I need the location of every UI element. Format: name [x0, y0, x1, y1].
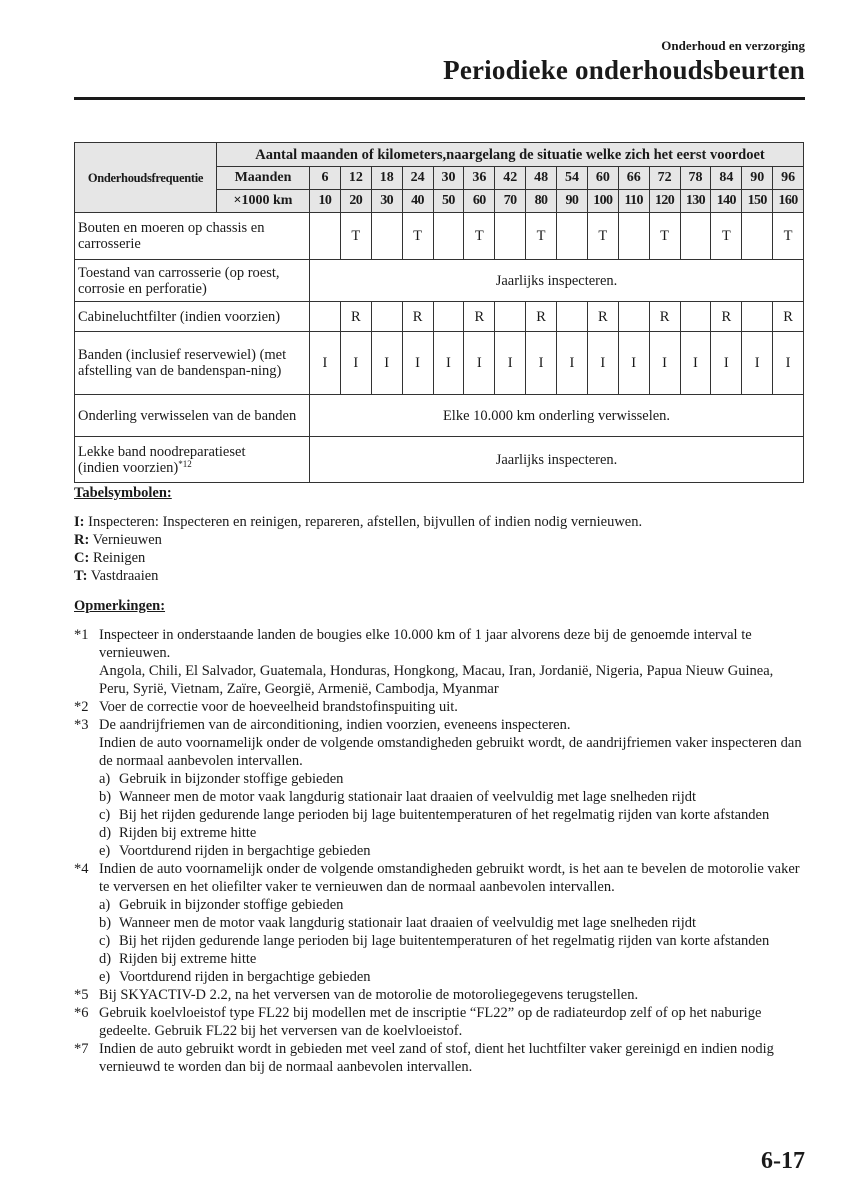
schedule-cell	[371, 302, 402, 332]
subitem-letter: c)	[99, 807, 111, 823]
schedule-cell: I	[495, 332, 526, 395]
remarks-heading: Opmerkingen:	[74, 598, 166, 614]
row-span-note: Jaarlijks inspecteren.	[310, 260, 804, 302]
schedule-cell: R	[464, 302, 495, 332]
km-col-50: 50	[433, 190, 464, 213]
notes-area	[74, 484, 804, 1076]
schedule-cell: R	[711, 302, 742, 332]
remark-text: Angola, Chili, El Salvador, Guatemala, Honduras, Hongkong, Macau, Iran, Jordanië, Nigeria, Papua Nieuw Guinea, Peru, Syrië, Vietnam, Zaïre, Georgië, Armenië, Cambodja, Myanmar	[99, 663, 774, 697]
remark-item	[74, 716, 804, 860]
month-col-72: 72	[649, 167, 680, 190]
remark-subitem	[99, 842, 804, 860]
symbol-key: T:	[74, 568, 88, 584]
row-label: Banden (inclusief reservewiel) (met afstelling van de bandenspan-ning)	[75, 332, 310, 395]
subitem-letter: b)	[99, 915, 112, 931]
km-col-120: 120	[649, 190, 680, 213]
header-rule	[74, 97, 805, 100]
remark-subitem	[99, 788, 804, 806]
remark-subitem	[99, 968, 804, 986]
table-row	[75, 260, 804, 302]
km-col-140: 140	[711, 190, 742, 213]
symbol-text: Vernieuwen	[89, 532, 162, 548]
row-label-line2: (indien voorzien)	[78, 459, 179, 476]
subitem-letter: b)	[99, 789, 112, 805]
table-row	[75, 395, 804, 437]
km-col-10: 10	[310, 190, 341, 213]
symbol-text: Inspecteren: Inspecteren en reinigen, repareren, afstellen, bijvullen of indien nodig vernieuwen.	[84, 514, 643, 530]
subitem-text: Voortdurend rijden in bergachtige gebieden	[119, 843, 371, 859]
remark-mark: *3	[74, 717, 89, 733]
subitem-text: Gebruik in bijzonder stoffige gebieden	[119, 771, 344, 787]
symbols-heading: Tabelsymbolen:	[74, 485, 172, 501]
schedule-cell	[618, 302, 649, 332]
row-label: Bouten en moeren op chassis en carrosserie	[75, 213, 310, 260]
schedule-cell	[371, 213, 402, 260]
schedule-cell: I	[773, 332, 804, 395]
subitem-letter: a)	[99, 897, 111, 913]
frequency-label: Onderhoudsfrequentie	[75, 143, 217, 213]
km-col-20: 20	[340, 190, 371, 213]
schedule-cell: I	[680, 332, 711, 395]
row-label	[75, 437, 310, 483]
schedule-cell: R	[402, 302, 433, 332]
page-title: Periodieke onderhoudsbeurten	[443, 55, 805, 85]
remark-subitem	[99, 770, 804, 788]
interval-header: Aantal maanden of kilometers,naargelang de situatie welke zich het eerst voordoet	[217, 143, 804, 167]
subitem-text: Rijden bij extreme hitte	[119, 951, 257, 967]
row-label-line1: Lekke band noodreparatieset	[78, 443, 246, 460]
schedule-cell: I	[742, 332, 773, 395]
schedule-cell	[433, 302, 464, 332]
km-label: ×1000 km	[217, 190, 310, 213]
schedule-cell: I	[649, 332, 680, 395]
schedule-cell: I	[618, 332, 649, 395]
schedule-cell: T	[711, 213, 742, 260]
remark-item	[74, 626, 804, 698]
remark-subitem	[99, 950, 804, 968]
schedule-cell: I	[402, 332, 433, 395]
table-row	[75, 213, 804, 260]
maintenance-schedule-table	[74, 142, 804, 483]
remark-mark: *4	[74, 861, 89, 877]
remark-text: Indien de auto gebruikt wordt in gebieden met veel zand of stof, dient het luchtfilter vaker gereinigd en indien nodig vernieuwd te worden dan bij de normaal aanbevolen intervallen.	[99, 1041, 774, 1075]
page-number: 6-17	[761, 1148, 805, 1174]
symbol-item	[74, 567, 804, 585]
months-label: Maanden	[217, 167, 310, 190]
month-col-96: 96	[773, 167, 804, 190]
schedule-cell: R	[649, 302, 680, 332]
row-label: Cabineluchtfilter (indien voorzien)	[75, 302, 310, 332]
subitem-text: Rijden bij extreme hitte	[119, 825, 257, 841]
schedule-cell	[742, 213, 773, 260]
schedule-cell: I	[433, 332, 464, 395]
schedule-cell: R	[587, 302, 618, 332]
symbol-key: I:	[74, 514, 85, 530]
schedule-cell: I	[711, 332, 742, 395]
month-col-84: 84	[711, 167, 742, 190]
subitem-letter: d)	[99, 825, 112, 841]
km-col-90: 90	[557, 190, 588, 213]
table-row	[75, 332, 804, 395]
schedule-cell	[742, 302, 773, 332]
remark-mark: *2	[74, 699, 89, 715]
month-col-24: 24	[402, 167, 433, 190]
remark-text: Indien de auto voornamelijk onder de volgende omstandigheden gebruikt wordt, de aandrijfriemen vaker inspecteren dan de normaal aanbevolen intervallen.	[99, 735, 802, 769]
remark-mark: *6	[74, 1005, 89, 1021]
schedule-cell: T	[773, 213, 804, 260]
remark-mark: *5	[74, 987, 89, 1003]
row-span-note: Elke 10.000 km onderling verwisselen.	[310, 395, 804, 437]
schedule-cell	[680, 302, 711, 332]
month-col-78: 78	[680, 167, 711, 190]
subitem-letter: e)	[99, 969, 111, 985]
schedule-cell	[557, 302, 588, 332]
schedule-cell: T	[526, 213, 557, 260]
subitem-text: Wanneer men de motor vaak langdurig stationair laat draaien of veelvuldig met lage snelheden rijdt	[119, 789, 697, 805]
schedule-cell: I	[464, 332, 495, 395]
schedule-cell: R	[773, 302, 804, 332]
symbol-key: C:	[74, 550, 90, 566]
remark-text: Inspecteer in onderstaande landen de bougies elke 10.000 km of 1 jaar alvorens deze bij de genoemde interval te vernieuwen.	[99, 627, 752, 661]
month-col-90: 90	[742, 167, 773, 190]
schedule-cell: I	[310, 332, 341, 395]
subitem-letter: a)	[99, 771, 111, 787]
schedule-cell	[495, 302, 526, 332]
subitem-text: Bij het rijden gedurende lange perioden bij lage buitentemperaturen of het regelmatig rijden van korte afstanden	[119, 807, 770, 823]
remark-text: Bij SKYACTIV-D 2.2, na het verversen van de motorolie de motoroliegegevens terugstellen.	[99, 987, 639, 1003]
symbol-item	[74, 549, 804, 567]
subitem-letter: c)	[99, 933, 111, 949]
month-col-54: 54	[557, 167, 588, 190]
schedule-cell: R	[340, 302, 371, 332]
row-label: Onderling verwisselen van de banden	[75, 395, 310, 437]
month-col-18: 18	[371, 167, 402, 190]
subitem-text: Wanneer men de motor vaak langdurig stationair laat draaien of veelvuldig met lage snelheden rijdt	[119, 915, 697, 931]
remark-subitem	[99, 896, 804, 914]
table-row	[75, 302, 804, 332]
subitem-text: Voortdurend rijden in bergachtige gebieden	[119, 969, 371, 985]
remark-text: Gebruik koelvloeistof type FL22 bij modellen met de inscriptie “FL22” op de radiateurdop zelf of op het naburige gedeelte. Gebruik FL22 bij het verversen van de koelvloeistof.	[99, 1005, 762, 1039]
km-col-80: 80	[526, 190, 557, 213]
km-col-30: 30	[371, 190, 402, 213]
km-col-110: 110	[618, 190, 649, 213]
subitem-text: Gebruik in bijzonder stoffige gebieden	[119, 897, 344, 913]
remark-item	[74, 860, 804, 986]
schedule-cell	[680, 213, 711, 260]
subitem-letter: e)	[99, 843, 111, 859]
remarks-list	[74, 626, 804, 1076]
schedule-cell	[310, 302, 341, 332]
km-col-70: 70	[495, 190, 526, 213]
row-label: Toestand van carrosserie (op roest, corrosie en perforatie)	[75, 260, 310, 302]
remark-subitem	[99, 806, 804, 824]
km-col-40: 40	[402, 190, 433, 213]
schedule-cell: I	[526, 332, 557, 395]
remark-text: Indien de auto voornamelijk onder de volgende omstandigheden gebruikt wordt, is het aan te bevelen de motorolie vaker te verversen en het oliefilter vaker te vernieuwen dan de normaal aanbevolen intervallen.	[99, 861, 800, 895]
schedule-cell: I	[587, 332, 618, 395]
month-col-48: 48	[526, 167, 557, 190]
month-col-60: 60	[587, 167, 618, 190]
remark-text: De aandrijfriemen van de airconditioning, indien voorzien, eveneens inspecteren.	[99, 717, 571, 733]
schedule-cell: T	[402, 213, 433, 260]
month-col-66: 66	[618, 167, 649, 190]
subitem-text: Bij het rijden gedurende lange perioden bij lage buitentemperaturen of het regelmatig rijden van korte afstanden	[119, 933, 770, 949]
schedule-cell	[433, 213, 464, 260]
month-col-36: 36	[464, 167, 495, 190]
km-col-60: 60	[464, 190, 495, 213]
symbol-item	[74, 531, 804, 549]
schedule-cell: I	[340, 332, 371, 395]
remark-text: Voer de correctie voor de hoeveelheid brandstofinspuiting uit.	[99, 699, 458, 715]
remark-item	[74, 986, 804, 1004]
table-row	[75, 437, 804, 483]
remark-item	[74, 1004, 804, 1040]
month-col-6: 6	[310, 167, 341, 190]
remark-mark: *7	[74, 1041, 89, 1057]
km-col-160: 160	[773, 190, 804, 213]
footnote-ref: *12	[178, 458, 192, 469]
section-label: Onderhoud en verzorging	[661, 38, 805, 53]
remark-item	[74, 1040, 804, 1076]
symbol-text: Vastdraaien	[87, 568, 159, 584]
km-col-100: 100	[587, 190, 618, 213]
symbols-list	[74, 513, 804, 585]
schedule-cell: R	[526, 302, 557, 332]
symbol-item	[74, 513, 804, 531]
remark-subitem	[99, 914, 804, 932]
schedule-cell	[495, 213, 526, 260]
schedule-cell: T	[649, 213, 680, 260]
row-span-note: Jaarlijks inspecteren.	[310, 437, 804, 483]
schedule-cell	[310, 213, 341, 260]
month-col-12: 12	[340, 167, 371, 190]
km-col-150: 150	[742, 190, 773, 213]
remark-mark: *1	[74, 627, 89, 643]
month-col-30: 30	[433, 167, 464, 190]
schedule-cell: T	[464, 213, 495, 260]
schedule-cell	[557, 213, 588, 260]
remark-item	[74, 698, 804, 716]
symbol-key: R:	[74, 532, 90, 548]
subitem-letter: d)	[99, 951, 112, 967]
schedule-cell: T	[587, 213, 618, 260]
symbol-text: Reinigen	[89, 550, 146, 566]
km-col-130: 130	[680, 190, 711, 213]
schedule-cell: I	[371, 332, 402, 395]
remark-subitem	[99, 824, 804, 842]
month-col-42: 42	[495, 167, 526, 190]
remark-subitem	[99, 932, 804, 950]
schedule-cell	[618, 213, 649, 260]
schedule-cell: T	[340, 213, 371, 260]
schedule-cell: I	[557, 332, 588, 395]
